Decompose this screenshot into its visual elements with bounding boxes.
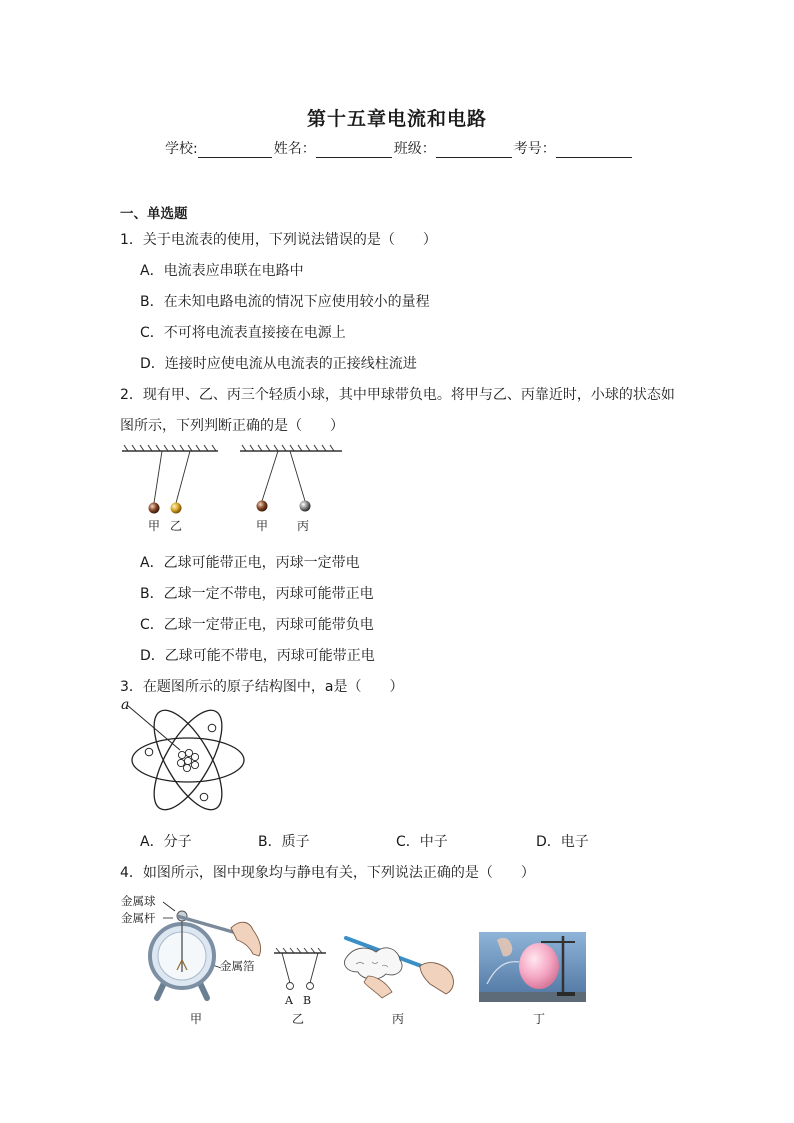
ceiling-left xyxy=(122,445,218,451)
number-blank xyxy=(556,143,632,158)
q2-option-c: C．乙球一定带正电，丙球可能带负电 xyxy=(140,617,374,633)
q1-option-a: A．电流表应串联在电路中 xyxy=(140,263,304,279)
label-metal-rod: 金属杆 xyxy=(121,911,156,925)
ball-yi xyxy=(171,503,182,514)
fig2-label-bing: 丙 xyxy=(297,519,310,533)
q3-option-b: B．质子 xyxy=(258,834,310,850)
ball-label-b: B xyxy=(303,994,312,1007)
name-label: 姓名： xyxy=(273,141,316,157)
student-info-line xyxy=(165,138,634,158)
fig4-label-ding: 丁 xyxy=(533,1012,546,1026)
question-3-stem: 3．在题图所示的原子结构图中，a是（ ） xyxy=(120,679,404,695)
name-blank xyxy=(316,143,392,158)
class-label: 班级： xyxy=(393,141,436,157)
ball-bing xyxy=(300,501,311,512)
q2-option-a: A．乙球可能带正电，丙球一定带电 xyxy=(140,555,360,571)
q3-option-a: A．分子 xyxy=(140,834,192,850)
question-2-stem-line2: 图所示，下列判断正确的是（ ） xyxy=(120,418,344,434)
question-4-stem: 4．如图所示，图中现象均与静电有关，下列说法正确的是（ ） xyxy=(120,865,535,881)
balloon-photo-figure xyxy=(479,932,586,1002)
question-1-stem: 1．关于电流表的使用，下列说法错误的是（ ） xyxy=(120,232,437,248)
q3-option-d: D．电子 xyxy=(536,834,589,850)
q3-options-row xyxy=(140,831,700,851)
q2-option-d: D．乙球可能不带电，丙球可能带正电 xyxy=(140,648,375,664)
electroscope-figure xyxy=(135,898,265,1003)
fig2-label-jia-1: 甲 xyxy=(148,519,161,533)
fig4-label-jia: 甲 xyxy=(190,1012,203,1026)
fig4-label-bing: 丙 xyxy=(392,1012,405,1026)
q1-option-d: D．连接时应使电流从电流表的正接线柱流进 xyxy=(140,356,417,372)
atom-label-a: a xyxy=(121,697,130,713)
label-metal-foil: 金属箔 xyxy=(220,959,255,973)
q3-option-c: C．中子 xyxy=(396,834,448,850)
school-blank xyxy=(198,143,272,158)
school-label: 学校: xyxy=(165,141,198,157)
section-heading: 一、单选题 xyxy=(120,206,188,222)
fig2-label-yi: 乙 xyxy=(170,519,183,533)
rubbing-rod-figure xyxy=(342,932,462,1002)
hanging-balls-figure xyxy=(272,948,328,998)
ball-label-a: A xyxy=(285,994,293,1007)
question-2-stem-line1: 2．现有甲、乙、丙三个轻质小球，其中甲球带负电。将甲与乙、丙靠近时，小球的状态如 xyxy=(120,387,675,403)
q1-option-b: B．在未知电路电流的情况下应使用较小的量程 xyxy=(140,294,430,310)
q1-option-c: C．不可将电流表直接接在电源上 xyxy=(140,325,346,341)
number-label: 考号： xyxy=(513,141,556,157)
page-title: 第十五章电流和电路 xyxy=(306,108,487,130)
fig2-label-jia-2: 甲 xyxy=(256,519,269,533)
atom-structure-figure xyxy=(130,700,250,820)
ceiling-right xyxy=(240,445,342,451)
ball-jia-1 xyxy=(149,503,160,514)
class-blank xyxy=(436,143,512,158)
label-metal-ball: 金属球 xyxy=(121,894,156,908)
q2-option-b: B．乙球一定不带电，丙球可能带正电 xyxy=(140,586,374,602)
nucleus xyxy=(177,749,198,771)
ball-jia-2 xyxy=(257,501,268,512)
fig4-label-yi: 乙 xyxy=(292,1012,305,1026)
